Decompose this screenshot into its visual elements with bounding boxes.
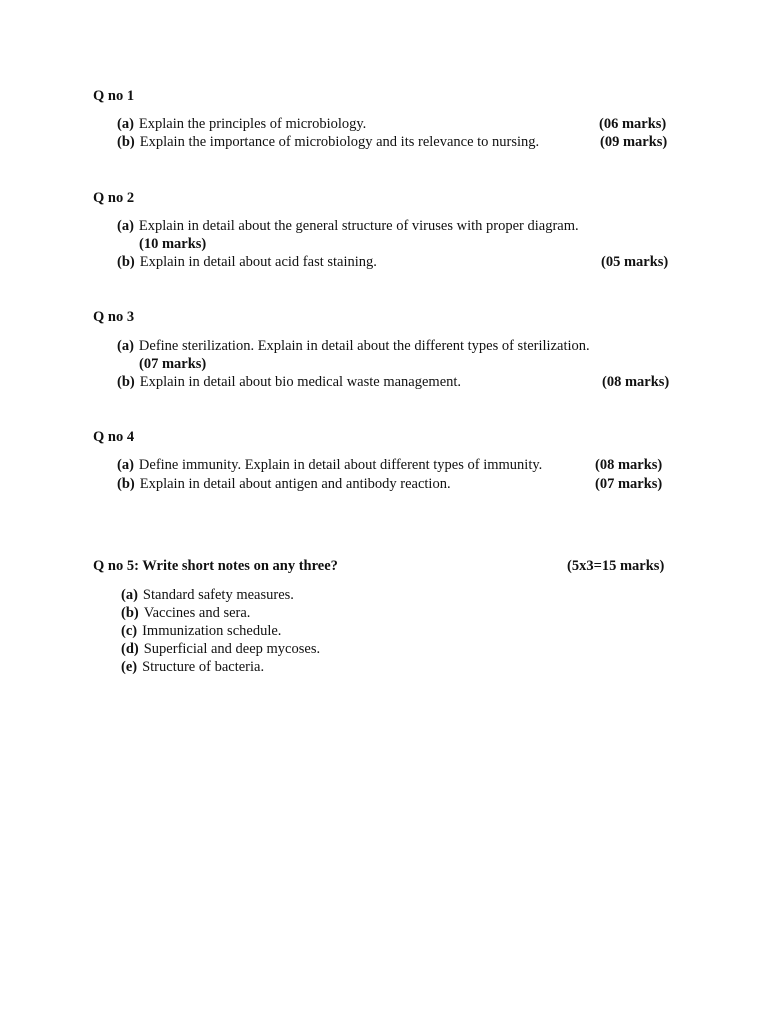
question-2b-marks: (05 marks) (601, 254, 669, 270)
list-item (121, 622, 281, 640)
question-4-heading: Q no 4 (93, 429, 135, 445)
list-item-label: (e) (121, 659, 138, 675)
list-item-label: (c) (121, 623, 138, 639)
question-3a-text: Define sterilization. Explain in detail about the different types of sterilization. (138, 338, 590, 354)
question-1b-marks: (09 marks) (600, 134, 668, 150)
question-4a-label: (a) (117, 457, 134, 473)
question-4a-text: Define immunity. Explain in detail about different types of immunity. (138, 457, 543, 473)
question-2a-marks: (10 marks) (139, 236, 207, 252)
question-1a-label: (a) (117, 116, 134, 132)
question-4a (117, 456, 542, 474)
list-item-text: Immunization schedule. (142, 623, 282, 639)
question-4b-marks: (07 marks) (595, 476, 663, 492)
question-2b-text: Explain in detail about acid fast staining. (139, 254, 377, 270)
question-4b-label: (b) (117, 476, 135, 492)
question-2a (117, 217, 579, 235)
list-item (121, 604, 250, 622)
question-3-heading: Q no 3 (93, 309, 135, 325)
list-item (121, 658, 264, 676)
list-item-label: (d) (121, 641, 139, 657)
question-1a-marks: (06 marks) (599, 116, 667, 132)
list-item-text: Standard safety measures. (142, 587, 294, 603)
question-3b-text: Explain in detail about bio medical waste management. (139, 374, 462, 390)
question-3b-marks: (08 marks) (602, 374, 670, 390)
question-3a-label: (a) (117, 338, 134, 354)
question-2b-label: (b) (117, 254, 135, 270)
list-item-label: (b) (121, 605, 139, 621)
question-2b (117, 253, 377, 271)
list-item-text: Vaccines and sera. (143, 605, 251, 621)
list-item-text: Structure of bacteria. (142, 659, 265, 675)
question-3a (117, 337, 590, 355)
question-2-heading: Q no 2 (93, 190, 135, 206)
list-item (121, 640, 320, 658)
question-4b (117, 475, 451, 493)
question-3a-marks: (07 marks) (139, 356, 207, 372)
question-1b-text: Explain the importance of microbiology and its relevance to nursing. (139, 134, 540, 150)
question-3b-label: (b) (117, 374, 135, 390)
list-item-text: Superficial and deep mycoses. (143, 641, 321, 657)
question-4a-marks: (08 marks) (595, 457, 663, 473)
question-1-heading: Q no 1 (93, 88, 135, 104)
list-item (121, 586, 294, 604)
question-2a-text: Explain in detail about the general structure of viruses with proper diagram. (138, 218, 579, 234)
question-1b-label: (b) (117, 134, 135, 150)
question-2a-label: (a) (117, 218, 134, 234)
question-3b (117, 373, 461, 391)
question-5-heading: Q no 5: Write short notes on any three? (93, 558, 338, 574)
question-1b (117, 133, 539, 151)
question-4b-text: Explain in detail about antigen and antibody reaction. (139, 476, 451, 492)
question-1a (117, 115, 366, 133)
question-5-marks: (5x3=15 marks) (567, 558, 665, 574)
question-1a-text: Explain the principles of microbiology. (138, 116, 367, 132)
list-item-label: (a) (121, 587, 138, 603)
